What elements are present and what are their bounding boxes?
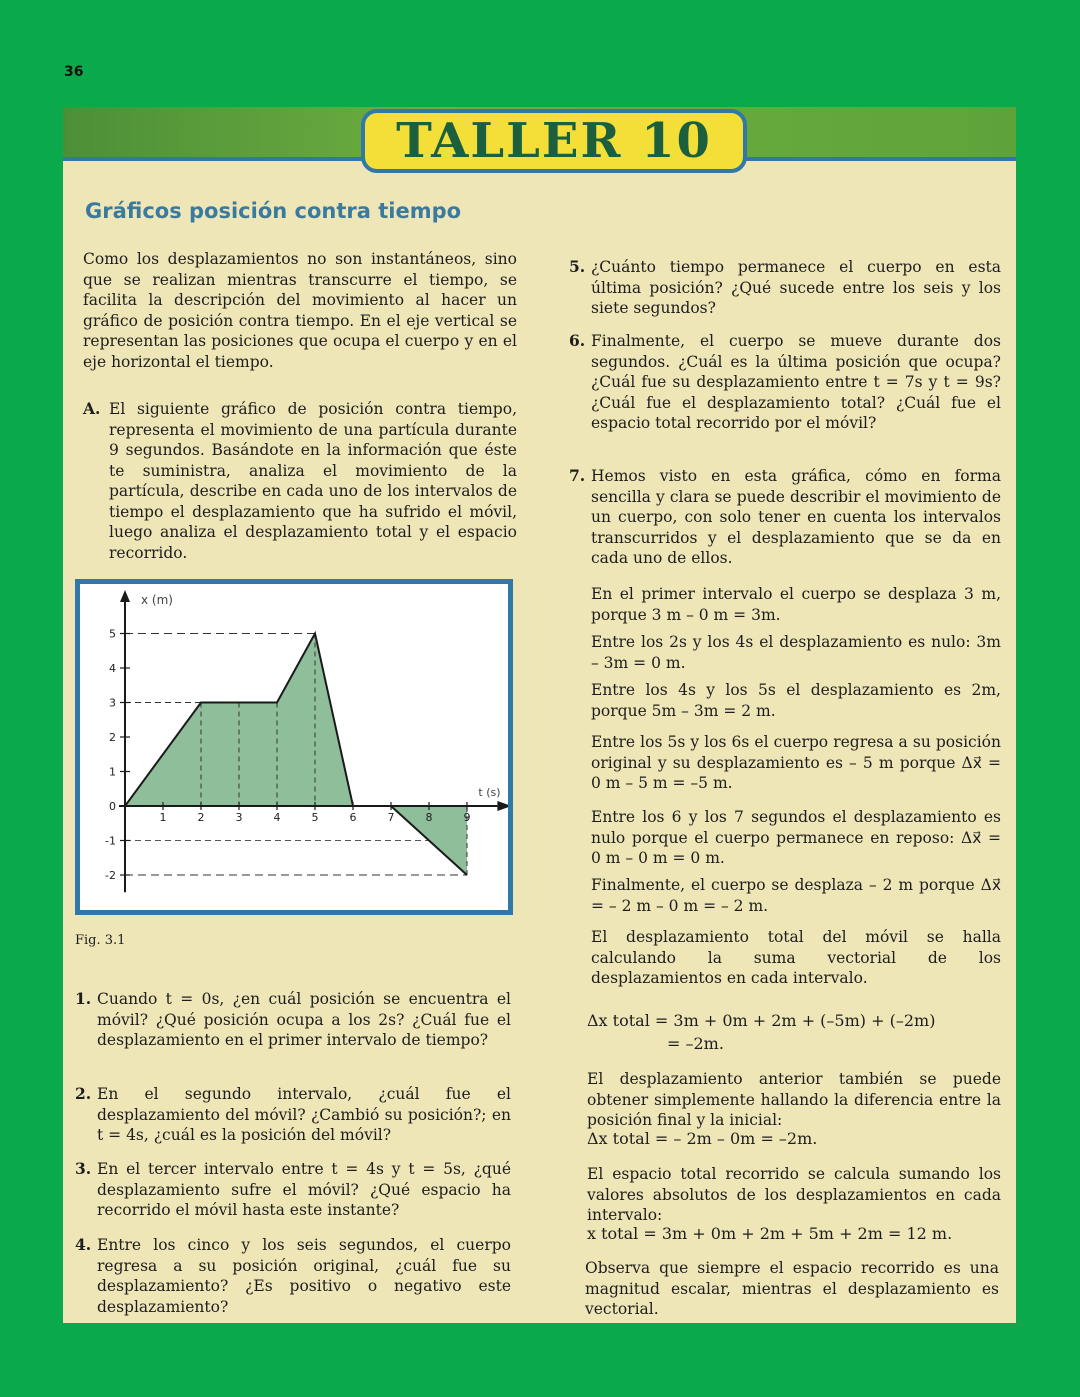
- explanation-1: En el primer intervalo el cuerpo se desplaza 3 m, porque 3 m – 0 m = 3m.: [591, 585, 1001, 624]
- section-a-label: A.: [83, 399, 101, 418]
- section-a: [83, 399, 517, 563]
- question-text: En el segundo intervalo, ¿cuál fue el desplazamiento del móvil? ¿Cambió su posición?; en t = 4s, ¿cuál es la posición del móvil?: [97, 1085, 511, 1144]
- question-number: 4.: [75, 1235, 92, 1254]
- chart-svg: [80, 584, 508, 910]
- x-tick-label: 3: [235, 811, 243, 824]
- explanation-3: Entre los 4s y los 5s el desplazamiento es 2m, porque 5m – 3m = 2 m.: [591, 681, 1001, 720]
- y-tick-label: -1: [105, 834, 116, 848]
- position-time-chart: [75, 579, 513, 915]
- question-2: [75, 1084, 511, 1146]
- difference-calc: Δx total = – 2m – 0m = –2m.: [587, 1129, 818, 1148]
- question-text: Finalmente, el cuerpo se mueve durante dos segundos. ¿Cuál es la última posición que ocupa? ¿Cuál fue su desplazamiento entre t = 7s y t = 9s? ¿Cuál fue el desplazamiento total? ¿Cuál fue el espacio total recorrido por el móvil?: [591, 332, 1001, 432]
- explanation-2: Entre los 2s y los 4s el desplazamiento es nulo: 3m – 3m = 0 m.: [591, 633, 1001, 672]
- question-text: Entre los cinco y los seis segundos, el cuerpo regresa a su posición original, ¿cuál fue su desplazamiento? ¿Es positivo o negativo este desplazamiento?: [97, 1236, 511, 1316]
- question-7: [569, 466, 1001, 569]
- y-axis-arrow: [120, 590, 130, 602]
- explanation-6: Finalmente, el cuerpo se desplaza – 2 m porque Δx⃗ = – 2 m – 0 m = – 2 m.: [591, 876, 1001, 915]
- x-tick-label: 2: [197, 811, 205, 824]
- x-axis-label: t (s): [478, 786, 501, 799]
- question-4: [75, 1235, 511, 1317]
- x-tick-label: 4: [273, 811, 281, 824]
- x-tick-label: 1: [159, 811, 167, 824]
- question-number: 1.: [75, 989, 92, 1008]
- section-a-text: El siguiente gráfico de posición contra tiempo, representa el movimiento de una partícula durante 9 segundos. Basándote en la información que éste te suministra, analiza el movimiento de la partícula, describe en cada uno de los intervalos de tiempo el desplazamiento que ha sufrido el móvil, luego analiza el desplazamiento total y el espacio recorrido.: [109, 400, 517, 562]
- figure-caption: Fig. 3.1: [75, 933, 126, 948]
- conclusion: Observa que siempre el espacio recorrido es una magnitud escalar, mientras el desplazamiento es vectorial.: [585, 1259, 999, 1318]
- y-tick-label: 3: [109, 696, 116, 710]
- question-3: [75, 1159, 511, 1221]
- section-heading: Gráficos posición contra tiempo: [85, 199, 462, 223]
- y-tick-label: 2: [109, 731, 116, 744]
- y-tick-label: 5: [109, 627, 116, 641]
- x-tick-label: 6: [349, 811, 357, 824]
- intro-paragraph: Como los desplazamientos no son instantáneos, sino que se realizan mientras transcurre el tiempo, se facilita la descripción del movimiento al hacer un gráfico de posición contra tiempo. En el eje vertical se representan las posiciones que ocupa el cuerpo y en el eje horizontal el tiempo.: [83, 250, 517, 371]
- y-tick-label: 0: [109, 800, 116, 813]
- positive-area: [125, 634, 391, 807]
- space-calc: x total = 3m + 0m + 2m + 5m + 2m = 12 m.: [587, 1224, 953, 1243]
- x-tick-label: 8: [425, 811, 433, 824]
- explanation-5: Entre los 6 y los 7 segundos el desplazamiento es nulo porque el cuerpo permanece en reposo: Δx⃗ = 0 m – 0 m = 0 m.: [591, 808, 1001, 867]
- question-number: 3.: [75, 1159, 92, 1178]
- y-axis-label: x (m): [141, 593, 173, 607]
- question-text: ¿Cuánto tiempo permanece el cuerpo en esta última posición? ¿Qué sucede entre los seis y los siete segundos?: [591, 258, 1001, 317]
- worksheet-page: [63, 107, 1016, 1323]
- explanation-4: Entre los 5s y los 6s el cuerpo regresa a su posición original y su desplazamiento es – 5 m porque Δx⃗ = 0 m – 5 m = –5 m.: [591, 733, 1001, 792]
- space-text: El espacio total recorrido se calcula sumando los valores absolutos de los desplazamientos en cada intervalo:: [587, 1165, 1001, 1224]
- y-tick-label: 4: [109, 662, 116, 675]
- question-text: Hemos visto en esta gráfica, cómo en forma sencilla y clara se puede describir el movimiento de un cuerpo, con solo tener en cuenta los intervalos transcurridos y el desplazamiento que se da en cada uno de ellos.: [591, 467, 1001, 567]
- question-number: 5.: [569, 257, 586, 276]
- y-tick-label: 1: [109, 765, 116, 779]
- question-5: [569, 257, 1001, 319]
- question-text: En el tercer intervalo entre t = 4s y t = 5s, ¿qué desplazamiento sufre el móvil? ¿Qué espacio ha recorrido el móvil hasta este instante?: [97, 1160, 511, 1219]
- y-tick-label: -2: [105, 869, 116, 882]
- total-displacement-line2: = –2m.: [667, 1034, 724, 1053]
- x-tick-label: 5: [311, 811, 319, 824]
- question-number: 6.: [569, 331, 586, 350]
- question-number: 2.: [75, 1084, 92, 1103]
- question-1: [75, 989, 511, 1051]
- x-tick-label: 7: [387, 811, 395, 824]
- x-axis-arrow: [497, 801, 508, 811]
- difference-text: El desplazamiento anterior también se puede obtener simplemente hallando la diferencia entre la posición final y la inicial:: [587, 1070, 1001, 1129]
- banner-title: TALLER 10: [361, 109, 747, 173]
- question-number: 7.: [569, 466, 586, 485]
- total-displacement-line1: Δx total = 3m + 0m + 2m + (–5m) + (–2m): [587, 1011, 936, 1030]
- explanation-7: El desplazamiento total del móvil se halla calculando la suma vectorial de los desplazamientos en cada intervalo.: [591, 928, 1001, 987]
- page-number: 36: [64, 64, 84, 80]
- question-6: [569, 331, 1001, 434]
- x-tick-label: 9: [463, 811, 471, 824]
- question-text: Cuando t = 0s, ¿en cuál posición se encuentra el móvil? ¿Qué posición ocupa a los 2s? ¿Cuál fue el desplazamiento en el primer intervalo de tiempo?: [97, 990, 511, 1049]
